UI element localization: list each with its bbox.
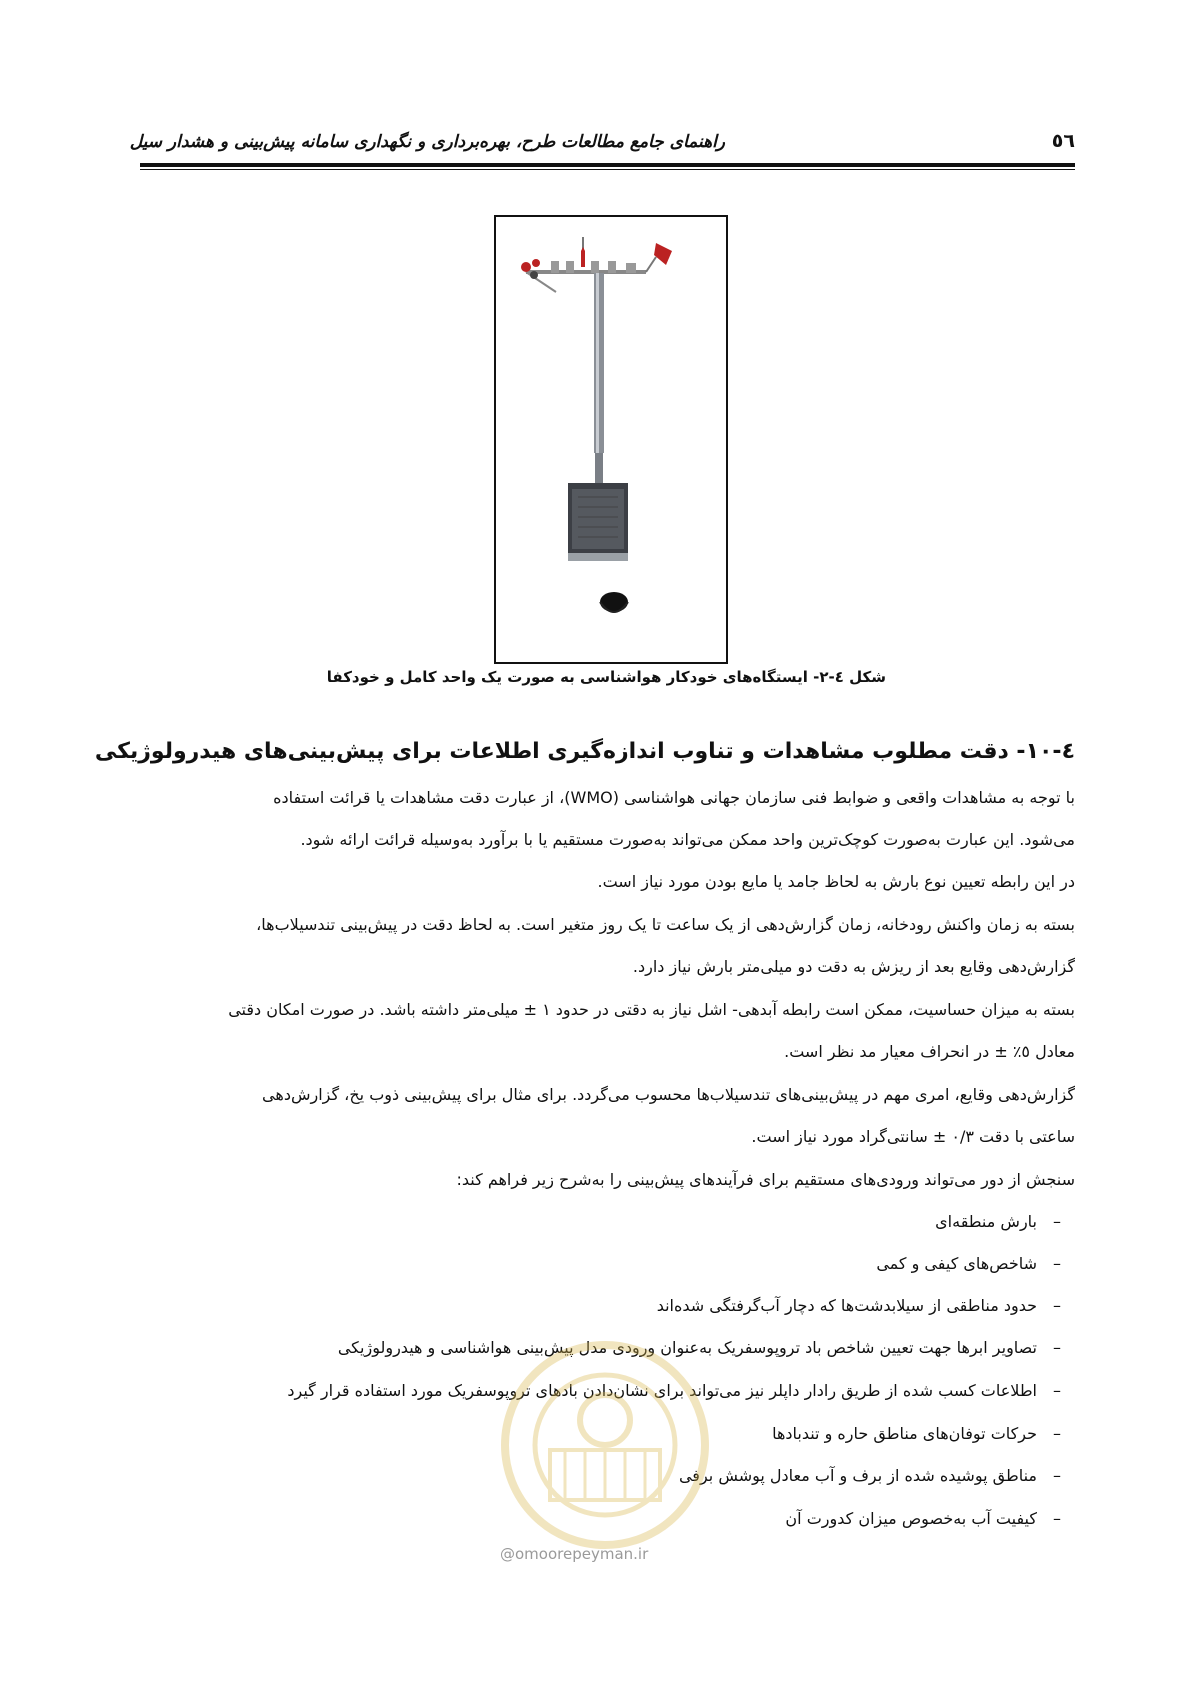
watermark-url: @omoorepeyman.ir <box>500 1545 649 1563</box>
page-number: ٥٦ <box>1051 130 1075 152</box>
list-item <box>785 1509 1077 1528</box>
watermark-logo <box>490 1330 720 1560</box>
list-item <box>657 1296 1077 1315</box>
section-heading: ٤-١٠- دقت مطلوب مشاهدات و تناوب اندازه‌گیری اطلاعات برای پیش‌بینی‌های هیدرولوژیکی <box>94 739 1075 764</box>
paragraph-line: گزارش‌دهی وقایع بعد از ریزش به دقت دو میلی‌متر بارش نیاز دارد. <box>632 957 1075 976</box>
paragraph-line: سنجش از دور می‌تواند ورودی‌های مستقیم برای فرآیندهای پیش‌بینی را به‌شرح زیر فراهم کند: <box>456 1170 1075 1189</box>
paragraph-line: بسته به زمان واکنش رودخانه، زمان گزارش‌دهی از یک ساعت تا یک روز متغیر است. به لحاظ دقت در پیش‌بینی تندسیلاب‌ها، <box>256 915 1075 934</box>
bullet-marker: – <box>1053 1212 1061 1231</box>
bullet-marker: – <box>1053 1381 1061 1400</box>
list-item-text: اطلاعات کسب شده از طریق رادار داپلر نیز می‌تواند برای نشان‌دادن بادهای تروپوسفریک مورد استفاده قرار گیرد <box>287 1381 1037 1400</box>
bullet-marker: – <box>1053 1509 1061 1528</box>
list-item <box>679 1466 1077 1485</box>
list-item-text: تصاویر ابرها جهت تعیین شاخص باد تروپوسفریک به‌عنوان ورودی مدل پیش‌بینی هواشناسی و هیدرولوژیکی <box>337 1338 1037 1357</box>
list-item <box>772 1424 1077 1443</box>
weather-station-illustration <box>496 217 726 662</box>
header-rule <box>140 163 1075 167</box>
list-item-text: حرکات توفان‌های مناطق حاره و تندبادها <box>772 1424 1037 1443</box>
list-item <box>876 1254 1077 1273</box>
list-item <box>935 1212 1077 1231</box>
bullet-marker: – <box>1053 1296 1061 1315</box>
header-rule-thin <box>140 169 1075 170</box>
list-item-text: بارش منطقه‌ای <box>935 1212 1037 1231</box>
figure-caption: شکل ٤-٢- ایستگاه‌های خودکار هواشناسی به صورت یک واحد کامل و خودکفا <box>326 668 886 686</box>
paragraph-line: می‌شود. این عبارت به‌صورت کوچک‌ترین واحد ممکن می‌تواند به‌صورت مستقیم یا با برآورد به‌وسیله قرائت ارائه شود. <box>300 830 1075 849</box>
paragraph-line: بسته به میزان حساسیت، ممکن است رابطه آبدهی- اشل نیاز به دقتی در حدود ١ ± میلی‌متر داشته باشد. در صورت امکان دقتی <box>228 1000 1075 1019</box>
bullet-marker: – <box>1053 1338 1061 1357</box>
list-item-text: شاخص‌های کیفی و کمی <box>876 1254 1037 1273</box>
paragraph-line: معادل ٥٪ ± در انحراف معیار مد نظر است. <box>784 1042 1075 1061</box>
weather-station-figure <box>494 215 728 664</box>
paragraph-line: در این رابطه تعیین نوع بارش به لحاظ جامد یا مایع بودن مورد نیاز است. <box>597 872 1075 891</box>
list-item-text: حدود مناطقی از سیلابدشت‌ها که دچار آب‌گرفتگی شده‌اند <box>656 1296 1037 1315</box>
bullet-marker: – <box>1053 1466 1061 1485</box>
bullet-marker: – <box>1053 1254 1061 1273</box>
page-header <box>129 130 1075 166</box>
paragraph-line: ساعتی با دقت ٠/٣ ± سانتی‌گراد مورد نیاز است. <box>751 1127 1075 1146</box>
list-item-text: مناطق پوشیده شده از برف و آب معادل پوشش برفی <box>678 1466 1037 1485</box>
bullet-marker: – <box>1053 1424 1061 1443</box>
header-title: راهنمای جامع مطالعات طرح، بهره‌برداری و نگهداری سامانه پیش‌بینی و هشدار سیل <box>129 132 725 152</box>
list-item-text: کیفیت آب به‌خصوص میزان کدورت آن <box>785 1509 1037 1528</box>
paragraph-line: گزارش‌دهی وقایع، امری مهم در پیش‌بینی‌های تندسیلاب‌ها محسوب می‌گردد. برای مثال برای پیش‌بینی ذوب یخ، گزارش‌دهی <box>262 1085 1075 1104</box>
paragraph-line: با توجه به مشاهدات واقعی و ضوابط فنی سازمان جهانی هواشناسی (WMO)، از عبارت دقت مشاهدات یا قرائت استفاده <box>273 788 1075 807</box>
